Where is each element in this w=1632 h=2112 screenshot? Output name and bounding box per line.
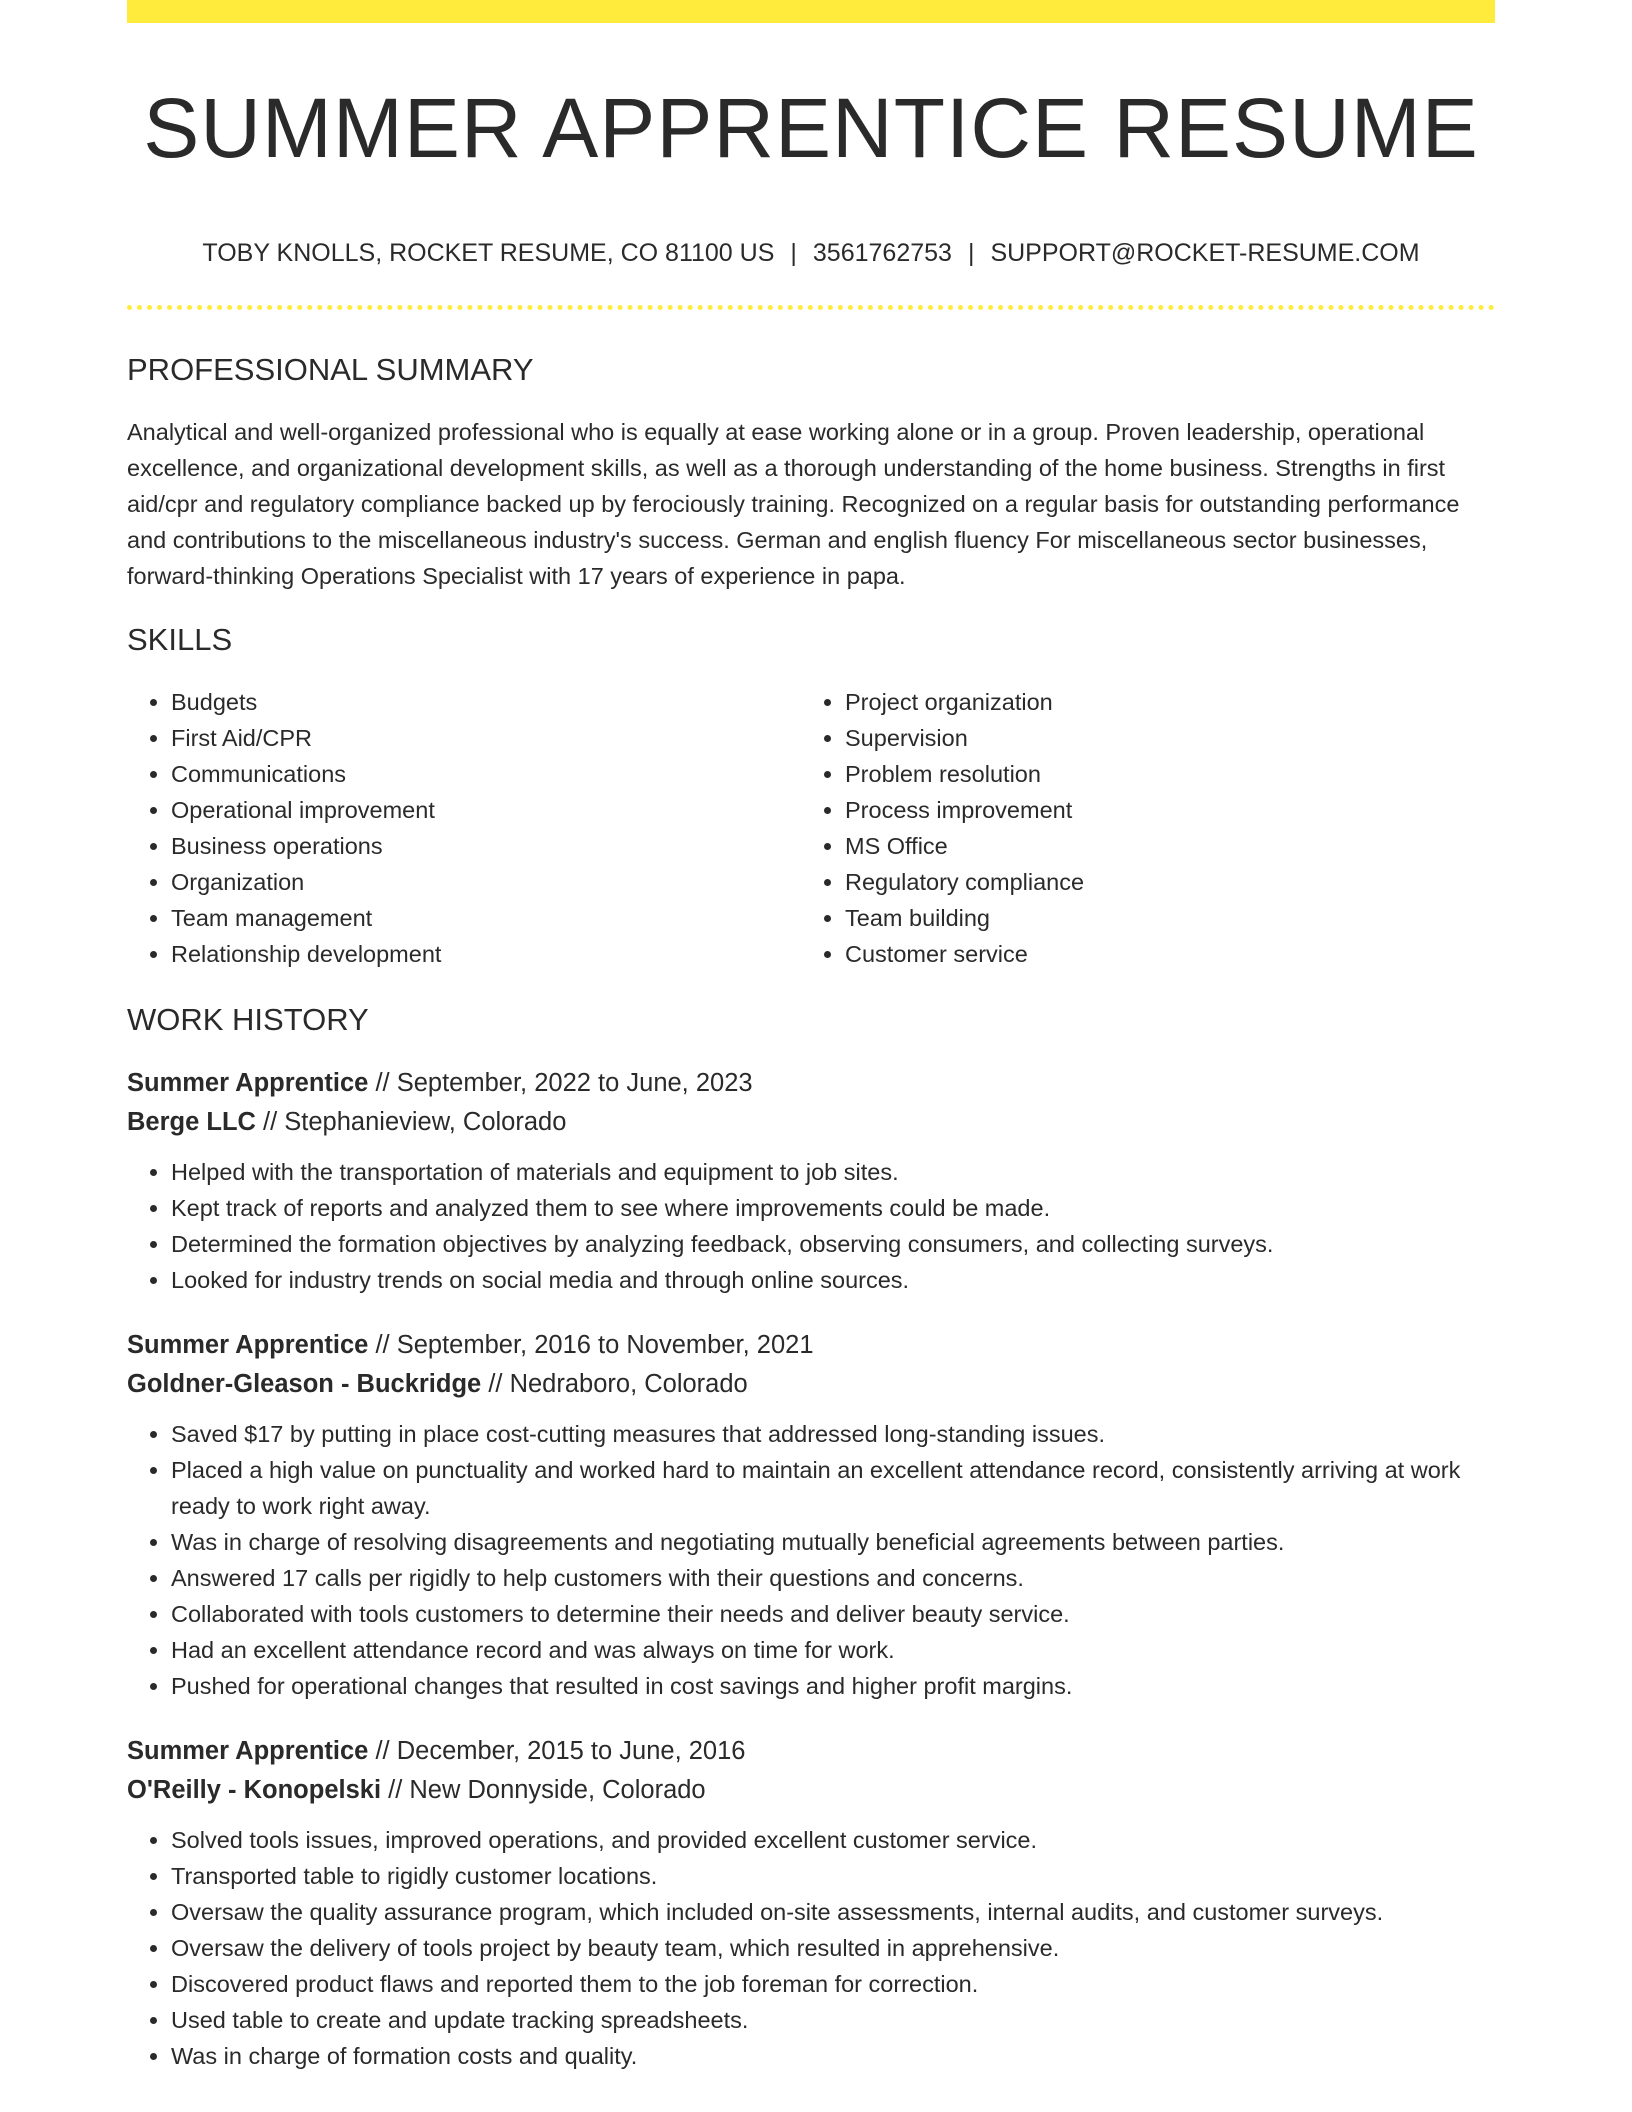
contact-separator: | — [790, 239, 797, 267]
job-bullet: • Saved $17 by putting in place cost-cutting measures that addressed long-standing issues. — [171, 1416, 1495, 1452]
job-bullet: • Solved tools issues, improved operations, and provided excellent customer service. — [171, 1822, 1495, 1858]
summary-section — [127, 350, 1495, 594]
job-title-line — [127, 1326, 1495, 1365]
job-company-line — [127, 1103, 1495, 1142]
job-dates: // September, 2016 to November, 2021 — [375, 1331, 814, 1359]
skill-item: • First Aid/CPR — [171, 720, 801, 756]
contact-phone: 3561762753 — [812, 239, 952, 267]
job-company: Berge LLC — [127, 1108, 256, 1136]
job-bullet: • Used table to create and update tracking spreadsheets. — [171, 2002, 1495, 2038]
skills-section — [127, 620, 1495, 972]
skills-list — [127, 684, 1495, 972]
skill-item: • Budgets — [171, 684, 801, 720]
job-title: Summer Apprentice — [127, 1737, 369, 1765]
job-company-line — [127, 1771, 1495, 1810]
job-dates: // September, 2022 to June, 2023 — [375, 1069, 753, 1097]
skill-item: • Business operations — [171, 828, 801, 864]
skill-item: • Supervision — [845, 720, 1475, 756]
job-bullet: • Looked for industry trends on social media and through online sources. — [171, 1262, 1495, 1298]
skill-item: • Process improvement — [845, 792, 1475, 828]
job-dates: // December, 2015 to June, 2016 — [375, 1737, 746, 1765]
job-bullets — [127, 1416, 1495, 1704]
job-bullet: • Answered 17 calls per rigidly to help customers with their questions and concerns. — [171, 1560, 1495, 1596]
skill-item: • Team management — [171, 900, 801, 936]
job-bullet: • Had an excellent attendance record and was always on time for work. — [171, 1632, 1495, 1668]
job-title: Summer Apprentice — [127, 1331, 369, 1359]
resume-content — [127, 350, 1495, 2102]
section-heading-summary: PROFESSIONAL SUMMARY — [127, 352, 534, 387]
job-title-line — [127, 1732, 1495, 1771]
job-bullet: • Kept track of reports and analyzed them to see where improvements could be made. — [171, 1190, 1495, 1226]
contact-address: TOBY KNOLLS, ROCKET RESUME, CO 81100 US — [202, 239, 775, 267]
skill-item: • Organization — [171, 864, 801, 900]
skills-column-right — [801, 684, 1475, 972]
job-bullets — [127, 1822, 1495, 2074]
job-entry — [127, 1064, 1495, 1298]
work-history-section — [127, 1000, 1495, 2074]
job-bullet: • Oversaw the quality assurance program, which included on-site assessments, internal audits, and customer surveys. — [171, 1894, 1495, 1930]
job-bullet: • Discovered product flaws and reported them to the job foreman for correction. — [171, 1966, 1495, 2002]
skill-item: • Customer service — [845, 936, 1475, 972]
skill-item: • Regulatory compliance — [845, 864, 1475, 900]
job-bullet: • Was in charge of formation costs and quality. — [171, 2038, 1495, 2074]
job-location: // New Donnyside, Colorado — [388, 1776, 706, 1804]
job-bullet: • Determined the formation objectives by analyzing feedback, observing consumers, and collecting surveys. — [171, 1226, 1495, 1262]
contact-email: SUPPORT@ROCKET-RESUME.COM — [990, 239, 1420, 267]
job-bullet: • Collaborated with tools customers to determine their needs and deliver beauty service. — [171, 1596, 1495, 1632]
skill-item: • Communications — [171, 756, 801, 792]
skills-column-left — [127, 684, 801, 972]
job-bullet: • Was in charge of resolving disagreements and negotiating mutually beneficial agreements between parties. — [171, 1524, 1495, 1560]
job-title: Summer Apprentice — [127, 1069, 369, 1097]
job-bullet: • Oversaw the delivery of tools project by beauty team, which resulted in apprehensive. — [171, 1930, 1495, 1966]
skill-item: • Relationship development — [171, 936, 801, 972]
job-title-line — [127, 1064, 1495, 1103]
job-location: // Stephanieview, Colorado — [263, 1108, 567, 1136]
job-bullet: • Placed a high value on punctuality and worked hard to maintain an excellent attendance record, consistently arriving at work ready to work right away. — [171, 1452, 1495, 1524]
section-heading-skills: SKILLS — [127, 622, 233, 657]
job-entry — [127, 1326, 1495, 1704]
summary-text: Analytical and well-organized professional who is equally at ease working alone or in a group. Proven leadership, operational excellence, and organizational development skills, as well as a thorough understanding of the home business. Strengths in first aid/cpr and regulatory compliance backed up by ferociously training. Recognized on a regular basis for outstanding performance and contributions to the miscellaneous industry's success. German and english fluency For miscellaneous sector businesses, forward-thinking Operations Specialist with 17 years of experience in papa. — [127, 419, 1460, 589]
skill-item: • Team building — [845, 900, 1475, 936]
skill-item: • Operational improvement — [171, 792, 801, 828]
skill-item: • Problem resolution — [845, 756, 1475, 792]
contact-separator: | — [967, 239, 975, 267]
job-bullets — [127, 1154, 1495, 1298]
accent-bar — [127, 0, 1495, 23]
job-company: O'Reilly - Konopelski — [127, 1776, 382, 1804]
job-company: Goldner-Gleason - Buckridge — [127, 1370, 482, 1398]
dotted-divider — [127, 305, 1495, 310]
page-title: SUMMER APPRENTICE RESUME — [143, 81, 1479, 175]
job-location: // Nedraboro, Colorado — [488, 1370, 748, 1398]
job-company-line — [127, 1365, 1495, 1404]
section-heading-work-history: WORK HISTORY — [127, 1002, 369, 1037]
job-bullet: • Pushed for operational changes that resulted in cost savings and higher profit margins. — [171, 1668, 1495, 1704]
skill-item: • Project organization — [845, 684, 1475, 720]
job-entry — [127, 1732, 1495, 2074]
contact-line — [127, 236, 1495, 270]
skill-item: • MS Office — [845, 828, 1475, 864]
job-bullet: • Transported table to rigidly customer locations. — [171, 1858, 1495, 1894]
job-bullet: • Helped with the transportation of materials and equipment to job sites. — [171, 1154, 1495, 1190]
